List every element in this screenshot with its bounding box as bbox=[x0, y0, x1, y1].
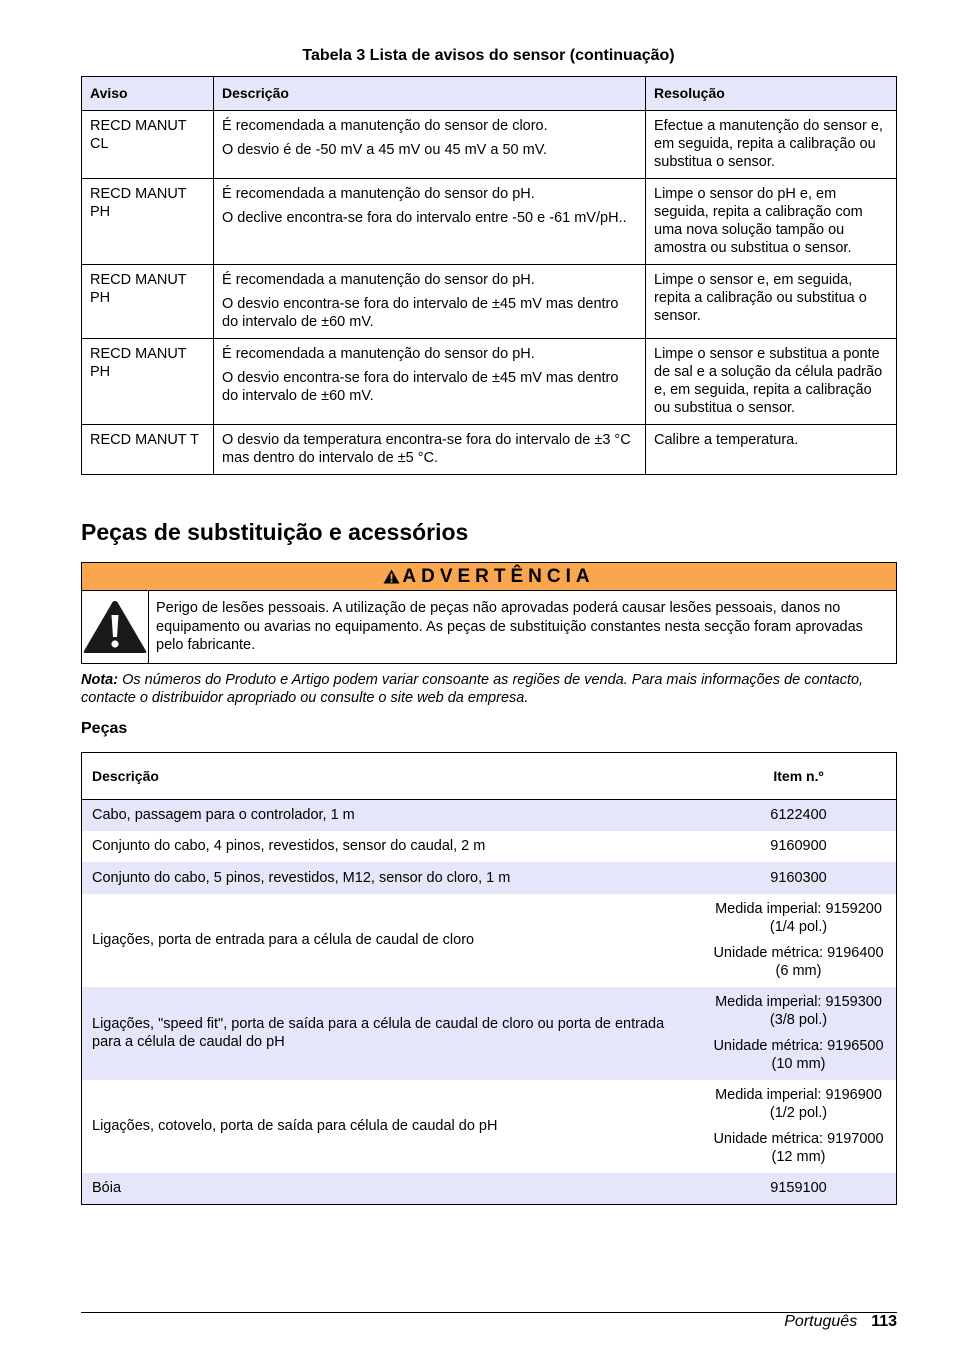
table-row bbox=[82, 179, 897, 265]
parts-row bbox=[82, 800, 897, 831]
parts-row bbox=[82, 1080, 897, 1173]
item-number-line: Unidade métrica: 9197000 (12 mm) bbox=[713, 1131, 884, 1165]
descricao-paragraph: O desvio da temperatura encontra-se fora do intervalo de ±3 °C mas dentro do intervalo de ±5 °C. bbox=[222, 432, 631, 466]
resolucao-cell: Limpe o sensor e substitua a ponte de sal e a solução da célula padrão e, em seguida, repita a calibração ou substitua o sensor. bbox=[646, 339, 897, 425]
warning-body bbox=[82, 591, 896, 663]
table-row bbox=[82, 425, 897, 475]
section-title: Peças de substituição e acessórios bbox=[81, 519, 469, 545]
resolucao-cell: Limpe o sensor e, em seguida, repita a calibração ou substitua o sensor. bbox=[646, 265, 897, 339]
note bbox=[81, 671, 896, 707]
sensor-warnings-table-body bbox=[82, 111, 897, 475]
part-description: Ligações, "speed fit", porta de saída para a célula de caudal de cloro ou porta de entrada para a célula de caudal do pH bbox=[82, 987, 702, 1080]
parts-row bbox=[82, 894, 897, 987]
parts-row bbox=[82, 862, 897, 894]
descricao-paragraph: O desvio encontra-se fora do intervalo de ±45 mV mas dentro do intervalo de ±60 mV. bbox=[222, 370, 619, 404]
parts-table bbox=[81, 752, 897, 1205]
column-header-descricao: Descrição bbox=[82, 753, 702, 800]
table-row bbox=[82, 265, 897, 339]
resolucao-cell: Limpe o sensor do pH e, em seguida, repita a calibração com uma nova solução tampão ou amostra ou substitua o sensor. bbox=[646, 179, 897, 265]
note-label: Nota: bbox=[81, 672, 119, 688]
table-row bbox=[82, 339, 897, 425]
aviso-cell: RECD MANUT CL bbox=[82, 111, 214, 179]
column-header-aviso: Aviso bbox=[82, 77, 214, 111]
table-header-row bbox=[82, 77, 897, 111]
part-item-number bbox=[701, 1080, 897, 1173]
parts-row bbox=[82, 987, 897, 1080]
descricao-paragraph: É recomendada a manutenção do sensor do pH. bbox=[222, 186, 535, 202]
warning-header bbox=[82, 563, 896, 591]
item-number-line: Unidade métrica: 9196400 (6 mm) bbox=[713, 945, 884, 979]
warning-header-label: ADVERTÊNCIA bbox=[402, 566, 595, 587]
item-number-line: 9159100 bbox=[770, 1180, 827, 1197]
part-description: Ligações, porta de entrada para a célula de caudal de cloro bbox=[92, 932, 475, 948]
aviso-cell: RECD MANUT PH bbox=[82, 265, 214, 339]
page-number: 113 bbox=[871, 1313, 897, 1330]
aviso-cell: RECD MANUT PH bbox=[82, 179, 214, 265]
part-item-number bbox=[701, 800, 897, 831]
part-item-number bbox=[701, 831, 897, 862]
warning-icon-cell bbox=[82, 591, 149, 663]
descricao-paragraph: É recomendada a manutenção do sensor do pH. bbox=[222, 346, 535, 362]
table-caption: Tabela 3 Lista de avisos do sensor (continuação) bbox=[302, 47, 675, 64]
part-item-number bbox=[701, 862, 897, 894]
parts-table-body bbox=[82, 800, 897, 1205]
descricao-paragraph: É recomendada a manutenção do sensor do pH. bbox=[222, 272, 535, 288]
part-description: Conjunto do cabo, 5 pinos, revestidos, M12, sensor do cloro, 1 m bbox=[82, 862, 702, 894]
part-description: Ligações, cotovelo, porta de saída para célula de caudal do pH bbox=[92, 1118, 498, 1134]
parts-row bbox=[82, 1173, 897, 1205]
warning-text: Perigo de lesões pessoais. A utilização de peças não aprovadas poderá causar lesões pessoais, danos no equipamento ou avarias no equipamento. As peças de substituição constantes nesta secção foram aprovadas pelo fabricante. bbox=[156, 600, 863, 653]
footer-divider bbox=[81, 1312, 897, 1313]
descricao-paragraph: O desvio é de -50 mV a 45 mV ou 45 mV a 50 mV. bbox=[222, 142, 548, 158]
descricao-paragraph: É recomendada a manutenção do sensor de cloro. bbox=[222, 118, 548, 134]
item-number-line: Unidade métrica: 9196500 (10 mm) bbox=[713, 1038, 884, 1072]
footer-language: Português bbox=[784, 1313, 858, 1330]
descricao-cell bbox=[214, 425, 646, 475]
item-number-line: 9160900 bbox=[770, 838, 827, 854]
part-description: Conjunto do cabo, 4 pinos, revestidos, sensor do caudal, 2 m bbox=[92, 838, 486, 854]
parts-heading: Peças bbox=[81, 720, 128, 737]
resolucao-cell: Efectue a manutenção do sensor e, em seguida, repita a calibração ou substitua o sensor. bbox=[646, 111, 897, 179]
descricao-cell bbox=[214, 111, 646, 179]
warning-small-icon bbox=[383, 569, 400, 584]
parts-header-row bbox=[82, 753, 897, 800]
column-header-item: Item n.º bbox=[701, 753, 897, 800]
note-text: Os números do Produto e Artigo podem variar consoante as regiões de venda. Para mais informações de contacto, contacte o distribuidor apropriado ou consulte o site web da empresa. bbox=[81, 672, 864, 706]
part-item-number bbox=[701, 894, 897, 987]
descricao-paragraph: O desvio encontra-se fora do intervalo de ±45 mV mas dentro do intervalo de ±60 mV. bbox=[222, 296, 619, 330]
resolucao-cell: Calibre a temperatura. bbox=[646, 425, 897, 475]
table-row bbox=[82, 111, 897, 179]
part-item-number bbox=[701, 987, 897, 1080]
column-header-resolucao: Resolução bbox=[646, 77, 897, 111]
parts-row bbox=[82, 831, 897, 862]
footer bbox=[784, 1313, 897, 1331]
aviso-cell: RECD MANUT T bbox=[82, 425, 214, 475]
item-number-line: Medida imperial: 9196900 (1/2 pol.) bbox=[715, 1087, 882, 1121]
item-number-line: 6122400 bbox=[770, 807, 827, 824]
sensor-warnings-table bbox=[81, 76, 897, 475]
part-description: Bóia bbox=[82, 1173, 702, 1205]
descricao-cell bbox=[214, 179, 646, 265]
aviso-cell: RECD MANUT PH bbox=[82, 339, 214, 425]
column-header-descricao: Descrição bbox=[214, 77, 646, 111]
item-number-line: 9160300 bbox=[770, 869, 827, 886]
warning-triangle-icon bbox=[82, 599, 148, 655]
warning-box bbox=[81, 562, 897, 664]
descricao-cell bbox=[214, 265, 646, 339]
item-number-line: Medida imperial: 9159300 (3/8 pol.) bbox=[715, 994, 882, 1028]
part-item-number bbox=[701, 1173, 897, 1205]
part-description: Cabo, passagem para o controlador, 1 m bbox=[82, 800, 702, 831]
descricao-paragraph: O declive encontra-se fora do intervalo entre -50 e -61 mV/pH.. bbox=[222, 210, 627, 226]
descricao-cell bbox=[214, 339, 646, 425]
item-number-line: Medida imperial: 9159200 (1/4 pol.) bbox=[715, 901, 882, 935]
